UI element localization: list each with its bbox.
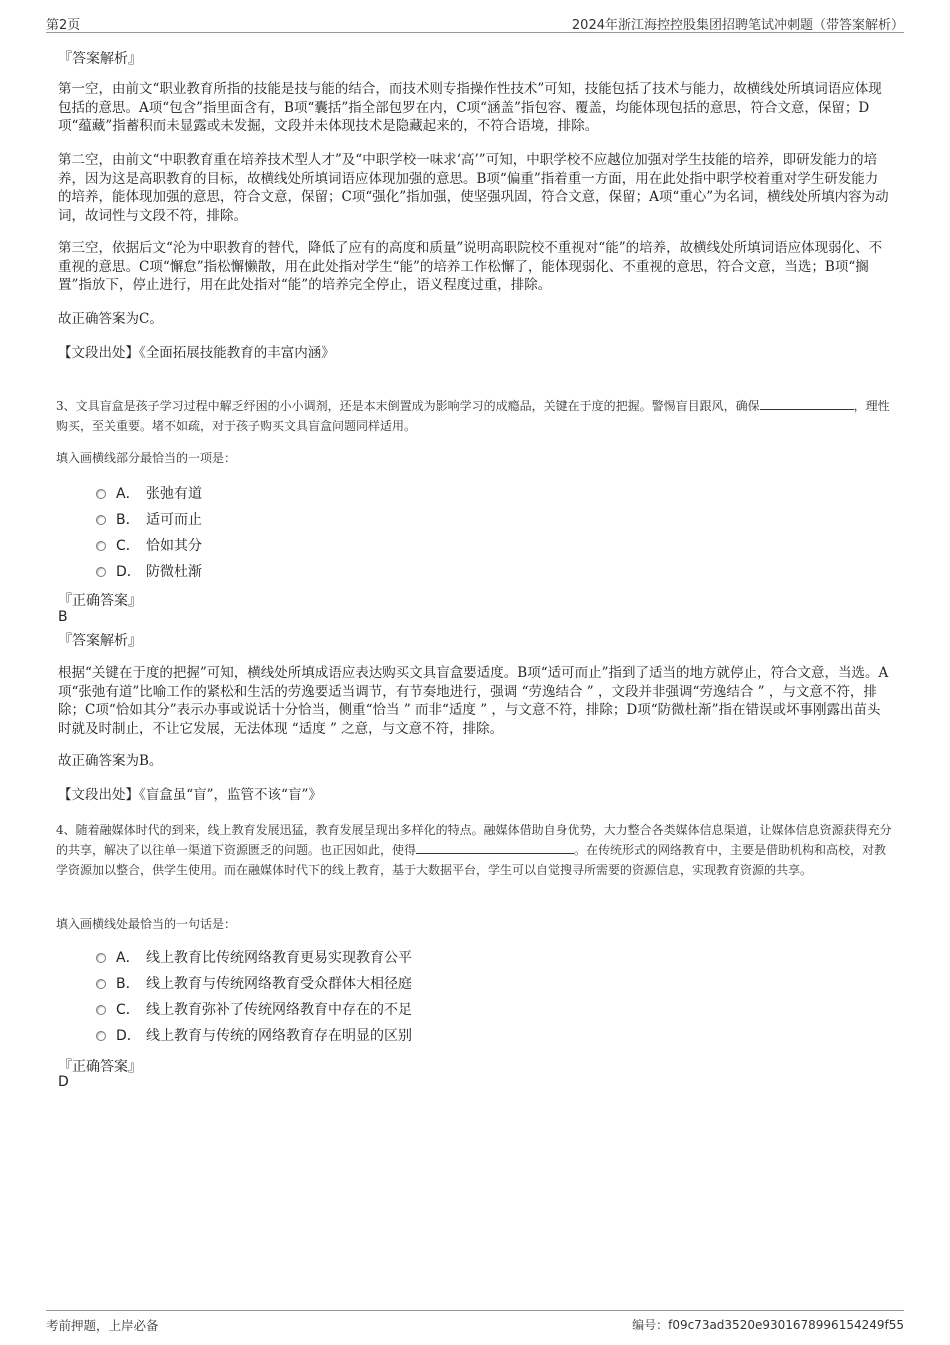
q3-source: 【文段出处】《盲盒虽“盲”，监管不该“盲”》	[58, 787, 322, 803]
q3-option-c[interactable]: C． 恰如其分	[96, 536, 596, 556]
q2-analysis-para1: 第一空，由前文“职业教育所指的技能是技与能的结合，而技术则专指操作性技术”可知，技能包括了技术与能力，故横线处所填词语应体现包括的意思。A项“包含”指里面含有，B项“囊括”指全部包罗在内，C项“涵盖”指包容、覆盖，均能体现包括的意思，符合文意，保留；D项“蕴藏”指蓄积而未显露或未发掘，文段并未体现技术是隐藏起来的，不符合语境，排除。	[58, 81, 882, 134]
q3-analysis-label: 『答案解析』	[58, 633, 142, 649]
q2-analysis-para2: 第二空，由前文“中职教育重在培养技术型人才”及“中职学校一味求‘高’”可知，中职学校不应越位加强对学生技能的培养，即研发能力的培养，因为这是高职教育的目标，故横线处所填词语应体现加强的意思。B项“偏重”指着重一方面，用在此处指中职学校着重对学生研发能力的培养，能体现加强的意思，符合文意，保留；C项“强化”指加强，使坚强巩固，符合文意，保留；A项“重心”为名词，横线处所填内容为动词，故词性与文段不符，排除。	[58, 152, 889, 224]
q3-option-a[interactable]: A． 张弛有道	[96, 484, 596, 504]
page-footer	[46, 1310, 904, 1333]
q3-option-d[interactable]: D． 防微杜渐	[96, 562, 596, 582]
q4-blank	[416, 841, 574, 854]
q3-stem	[56, 396, 896, 436]
q2-analysis-label: 『答案解析』	[58, 51, 142, 67]
radio-icon[interactable]	[96, 489, 106, 499]
q2-analysis-para3: 第三空，依据后文“沦为中职教育的替代，降低了应有的高度和质量”说明高职院校不重视对“能”的培养，故横线处所填词语应体现弱化、不重视的意思。C项“懈怠”指松懈懒散，用在此处指对学生“能”的培养工作松懈了，能体现弱化、不重视的意思，符合文意，当选；B项“搁置”指放下，停止进行，用在此处指对“能”的培养完全停止，语义程度过重，排除。	[58, 240, 883, 293]
radio-icon[interactable]	[96, 979, 106, 989]
footer-note: 考前押题，上岸必备	[46, 1318, 159, 1333]
q3-prompt: 填入画横线部分最恰当的一项是：	[56, 451, 237, 465]
q4-stem	[56, 820, 896, 880]
page-header	[46, 12, 904, 33]
q4-answer: D	[58, 1074, 69, 1090]
q4-stem-part1: 4、随着融媒体时代的到来，线上教育发展迅猛，教育发展呈现出多样化的特点。融媒体借助自身优势，大力整合各类媒体信息渠道，让媒体信息资源获得充分的共享，解决了以往单一渠道下资源匮乏的问题。也正因如此，使得	[56, 823, 892, 857]
radio-icon[interactable]	[96, 541, 106, 551]
q4-answer-label: 『正确答案』	[58, 1059, 142, 1075]
q3-analysis: 根据“关键在于度的把握”可知，横线处所填成语应表达购买文具盲盒要适度。B项“适可而止”指到了适当的地方就停止，符合文意，当选。A项“张弛有道”比喻工作的紧松和生活的劳逸要适当调节，有节奏地进行，强调 “劳逸结合 ” ，文段并非强调“劳逸结合 ” ，与文意不符，排除；C项“恰如其分”表示办事或说话十分恰当，侧重“恰当 ” 而非“适度 ” ，与文意不符，排除；D项“防微杜渐”指在错误或坏事刚露出苗头时就及时制止，不让它发展，无法体现 “适度 ” 之意，与文意不符，排除。	[58, 665, 889, 737]
radio-icon[interactable]	[96, 567, 106, 577]
q3-blank	[760, 397, 854, 410]
q4-option-d[interactable]: D． 线上教育与传统的网络教育存在明显的区别	[96, 1026, 596, 1046]
q4-stem-part2: 。在传统形式的网络教育中，主要是借助机构和高校，对教学资源加以整合，供学生使用。而在融媒体时代下的线上教育，基于大数据平台，学生可以自觉搜寻所需要的资源信息，实现教育资源的共享。	[56, 843, 887, 877]
q4-prompt: 填入画横线处最恰当的一句话是：	[56, 917, 237, 931]
document-title: 2024年浙江海控控股集团招聘笔试冲刺题（带答案解析）	[571, 18, 904, 33]
q3-conclusion: 故正确答案为B。	[58, 753, 163, 769]
q3-stem-part2: ，理性购买，至关重要。堵不如疏，对于孩子购买文具盲盒问题同样适用。	[56, 399, 890, 433]
page-number: 第2页	[46, 18, 81, 33]
radio-icon[interactable]	[96, 953, 106, 963]
q4-option-b[interactable]: B． 线上教育与传统网络教育受众群体大相径庭	[96, 974, 596, 994]
q4-option-a[interactable]: A． 线上教育比传统网络教育更易实现教育公平	[96, 948, 596, 968]
q3-answer-label: 『正确答案』	[58, 593, 142, 609]
document-code: 编号：f09c73ad3520e9301678996154249f55	[632, 1318, 904, 1332]
q3-stem-part1: 3、文具盲盒是孩子学习过程中解乏纾困的小小调剂，还是本末倒置成为影响学习的成瘾品，关键在于度的把握。警惕盲目跟风，确保	[56, 399, 760, 413]
q3-answer: B	[58, 609, 68, 625]
q2-conclusion: 故正确答案为C。	[58, 311, 163, 327]
radio-icon[interactable]	[96, 1005, 106, 1015]
q2-source: 【文段出处】《全面拓展技能教育的丰富内涵》	[58, 345, 335, 361]
q4-option-c[interactable]: C． 线上教育弥补了传统网络教育中存在的不足	[96, 1000, 596, 1020]
radio-icon[interactable]	[96, 515, 106, 525]
q3-option-b[interactable]: B． 适可而止	[96, 510, 596, 530]
radio-icon[interactable]	[96, 1031, 106, 1041]
